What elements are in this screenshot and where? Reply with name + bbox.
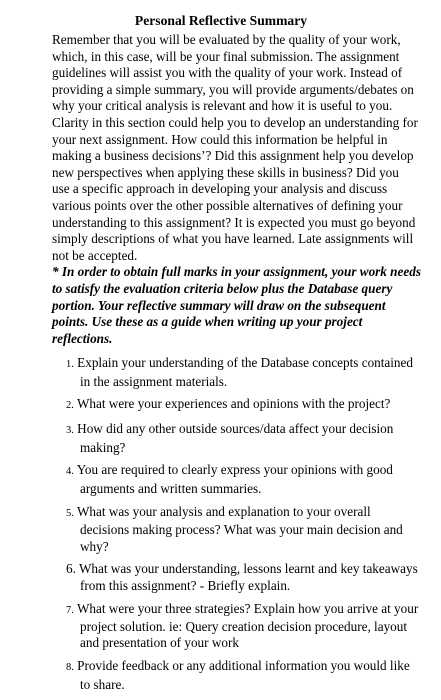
list-item: [66, 421, 422, 456]
list-item-text: What was your understanding, lessons learnt and key takeaways from this assignment? - Briefly explain.: [78, 561, 418, 593]
list-item-number: 2.: [66, 400, 74, 412]
intro-paragraph: Remember that you will be evaluated by the quality of your work, which, in this case, will be your final submission. The assignment guidelines will assist you with the quality of your work. Instead of providing a simple summary, you will provide arguments/debates on why your critical analysis is relevant and how it is useful to you. Clarity in this section could help you to develop an understanding for your next assignment. How could this information be helpful in making a business decisions’? Did this assignment help you develop new perspectives when applying these skills in business? Did you use a specific approach in developing your analysis and discuss various points over the other possible alternatives of defining your understanding to this assignment? It is expected you must go beyond simply descriptions of what you have learned. Late assignments will not be accepted.: [52, 32, 418, 263]
list-item-number: 8.: [66, 662, 74, 674]
list-item-number: 4.: [66, 466, 74, 478]
list-item-text: What were your experiences and opinions with the project?: [76, 396, 391, 412]
reflection-points-list: [20, 355, 422, 693]
list-item: [66, 504, 422, 555]
list-item: [66, 462, 422, 497]
list-item-text: What was your analysis and explanation to your overall decisions making process? What was your main decision and why?: [76, 503, 403, 554]
list-item: [66, 658, 422, 693]
list-item-number: 3.: [66, 425, 74, 437]
list-item-text: Provide feedback or any additional information you would like to share.: [77, 658, 410, 692]
list-item: [66, 601, 422, 652]
list-item-number: 1.: [66, 359, 74, 371]
document-page: [20, 12, 422, 699]
list-item-number: 7.: [66, 604, 74, 616]
list-item-text: What were your three strategies? Explain how you arrive at your project solution. ie: Query creation decision procedure, layout and presentation of your work: [76, 600, 419, 651]
document-title: Personal Reflective Summary: [134, 13, 308, 28]
list-item-text: How did any other outside sources/data affect your decision making?: [77, 421, 394, 455]
list-item: [66, 561, 422, 594]
list-item: [66, 396, 422, 414]
evaluation-directive: * In order to obtain full marks in your assignment, your work needs to satisfy the evaluation criteria below plus the Database query portion. Your reflective summary will draw on the subsequent points. Use these as a guide when writing up your project reflections.: [52, 264, 421, 346]
list-item-number: 5.: [66, 507, 74, 519]
list-item-number: 6.: [66, 561, 76, 577]
list-item: [66, 355, 422, 390]
list-item-text: Explain your understanding of the Database concepts contained in the assignment materials.: [77, 355, 413, 389]
list-item-text: You are required to clearly express your opinions with good arguments and written summaries.: [76, 462, 393, 496]
